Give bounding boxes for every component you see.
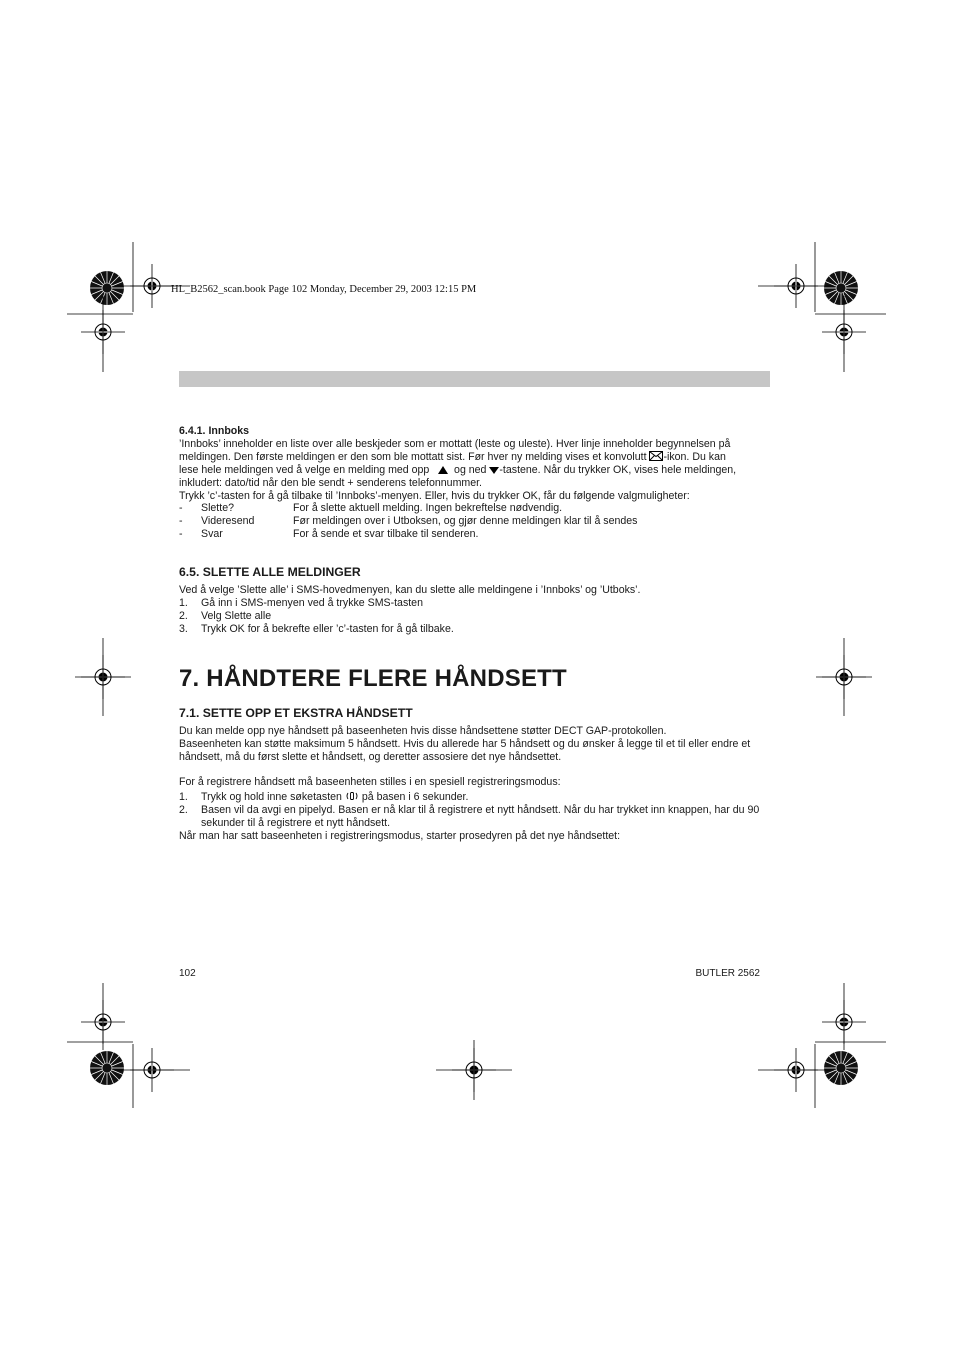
step1-text-a: Trykk og hold inne søketasten <box>201 791 342 804</box>
product-name: BUTLER 2562 <box>695 968 760 979</box>
step-row <box>179 610 771 623</box>
page-content <box>179 425 771 843</box>
option-desc: For å sende et svar tilbake til senderen. <box>293 528 479 541</box>
innboks-text-7: inkludert: dato/tid når den ble sendt + senderens telefonnummer. <box>179 476 482 489</box>
step-text: Velg Slette alle <box>201 609 272 622</box>
down-arrow-icon <box>489 467 499 474</box>
innboks-text-1: ’Innboks’ inneholder en liste over alle beskjeder som er mottatt (leste og uleste). Hver linje inneholder begynnelsen på <box>179 437 731 450</box>
option-dash: - <box>179 528 183 541</box>
heading-6-5: 6.5. SLETTE ALLE MELDINGER <box>179 565 361 580</box>
chapter-7-title: 7. HÅNDTERE FLERE HÅNDSETT <box>179 664 567 692</box>
step-text: Gå inn i SMS-menyen ved å trykke SMS-tasten <box>201 597 423 610</box>
handsett-p1: Du kan melde opp nye håndsett på baseenheten hvis disse håndsettene støtter DECT GAP-protokollen. <box>179 724 667 737</box>
option-name: Svar <box>201 528 223 541</box>
innboks-text-2: meldingen. Den første meldingen er den som ble mottatt sist. Før hver ny melding vises et konvolutt <box>179 450 647 463</box>
book-header-line: HL_B2562_scan.book Page 102 Monday, December 29, 2003 12:15 PM <box>171 284 477 295</box>
step-text: Trykk OK for å bekrefte eller ’c’-tasten for å gå tilbake. <box>201 622 454 635</box>
innboks-paragraph-2: Trykk ’c’-tasten for å gå tilbake til ’Innboks’-menyen. Eller, hvis du trykker OK, får du følgende valgmuligheter: <box>179 489 690 502</box>
option-name: Videresend <box>201 515 255 528</box>
option-dash: - <box>179 515 183 528</box>
step-number: 2. <box>179 804 188 817</box>
option-list <box>179 502 771 541</box>
step-number: 2. <box>179 609 188 622</box>
step-row <box>179 597 771 610</box>
step-row <box>179 804 771 830</box>
step1-text-b: på basen i 6 sekunder. <box>361 791 469 804</box>
step-number: 1. <box>179 597 188 610</box>
option-row <box>179 502 771 515</box>
innboks-text-3: -ikon. Du kan <box>663 450 726 463</box>
handsett-p3: For å registrere håndsett må baseenheten stilles i en spesiell registreringsmodus: <box>179 775 561 788</box>
option-row <box>179 528 771 541</box>
slette-intro: Ved å velge ’Slette alle’ i SMS-hovedmenyen, kan du slette alle meldingene i ’Innboks’ og ’Utboks’. <box>179 584 641 597</box>
heading-6-4-1: 6.4.1. Innboks <box>179 425 250 437</box>
envelope-icon <box>649 451 663 461</box>
handsett-p2: Baseenheten kan støtte maksimum 5 håndsett. Hvis du allerede har 5 håndsett og du ønsker å legge til et til eller endre et håndsett, må du først slette et håndsett, og deretter assosiere det nye håndsettet. <box>179 737 751 763</box>
step-number: 3. <box>179 622 188 635</box>
step-text <box>201 791 771 804</box>
innboks-text-4: lese hele meldingen ved å velge en melding med opp <box>179 463 430 476</box>
innboks-text-6: -tastene. Når du trykker OK, vises hele meldingen, <box>499 463 737 476</box>
step-text: Basen vil da avgi en pipelyd. Basen er nå klar til å registrere et nytt håndsett. Når du har trykket inn knappen, har du 90 sekunder til å registrere et nytt håndsett. <box>201 804 760 830</box>
heading-7-1: 7.1. SETTE OPP ET EKSTRA HÅNDSETT <box>179 705 413 720</box>
step-row <box>179 623 771 636</box>
step-row <box>179 791 771 804</box>
step-number: 1. <box>179 791 188 804</box>
page-number: 102 <box>179 968 196 979</box>
innboks-paragraph <box>179 438 771 490</box>
option-dash: - <box>179 502 183 515</box>
option-name: Slette? <box>201 502 234 515</box>
option-row <box>179 515 771 528</box>
up-arrow-icon <box>438 466 448 474</box>
option-desc: For å slette aktuell melding. Ingen bekreftelse nødvendig. <box>293 502 563 515</box>
innboks-text-5: og ned <box>454 463 487 476</box>
section-header-bar <box>179 371 770 387</box>
option-desc: Før meldingen over i Utboksen, og gjør denne meldingen klar til å sendes <box>293 515 638 528</box>
handsett-p4: Når man har satt baseenheten i registreringsmodus, starter prosedyren på det nye håndsettet: <box>179 830 621 843</box>
paging-key-icon <box>345 791 359 801</box>
